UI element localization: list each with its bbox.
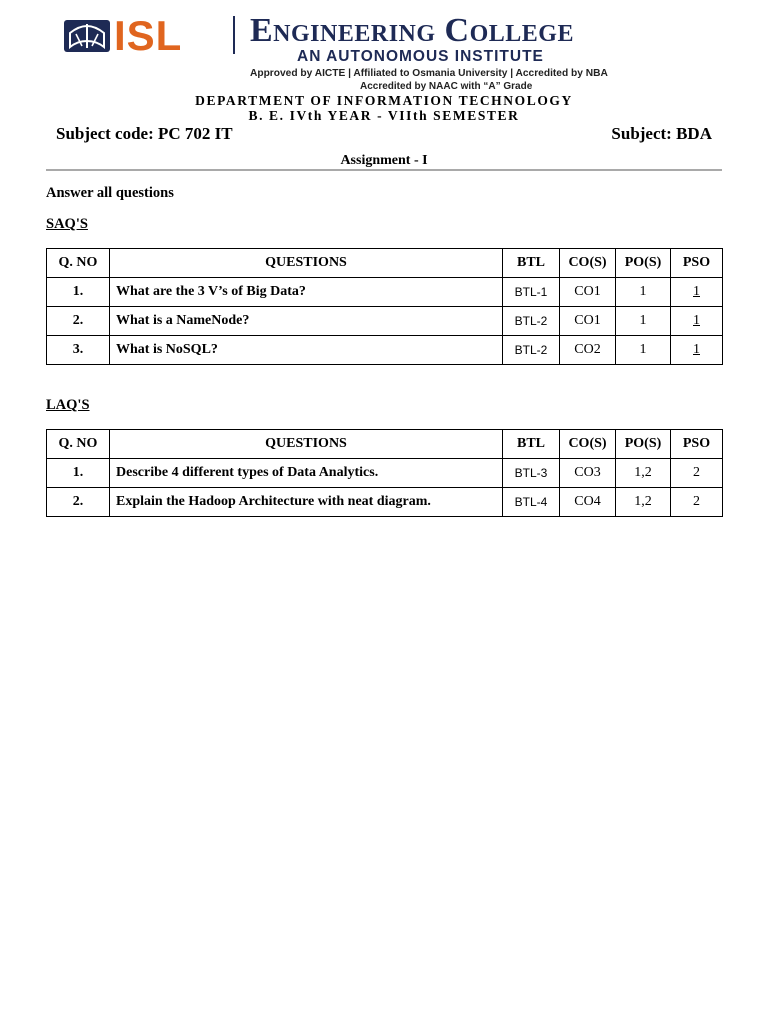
pso-cell: [671, 278, 723, 307]
column-header-qno: Q. NO: [47, 249, 110, 278]
pso-value: 2: [671, 459, 723, 488]
btl-level: BTL-2: [503, 307, 560, 336]
college-approval-line: Approved by AICTE | Affiliated to Osmania University | Accredited by NBA: [250, 68, 608, 79]
table-row: [47, 336, 723, 365]
subject-code: Subject code: PC 702 IT: [56, 124, 233, 143]
program-outcome: 1,2: [616, 459, 671, 488]
question-number: 2.: [47, 307, 110, 336]
column-header-questions: QUESTIONS: [110, 430, 503, 459]
header-divider: [46, 169, 722, 171]
column-header-pso: PSO: [671, 430, 723, 459]
btl-level: BTL-1: [503, 278, 560, 307]
pso-cell: [671, 307, 723, 336]
program-outcome: 1: [616, 307, 671, 336]
course-outcome: CO1: [560, 307, 616, 336]
program-outcome: 1,2: [616, 488, 671, 517]
laq-heading: LAQ'S: [46, 397, 90, 413]
pso-value: 2: [671, 488, 723, 517]
department-name: DEPARTMENT OF INFORMATION TECHNOLOGY: [195, 93, 573, 108]
question-number: 1.: [47, 278, 110, 307]
college-logo-text: ISL: [114, 12, 183, 59]
table-row: [47, 459, 723, 488]
saq-table: [46, 248, 723, 365]
question-text: What is NoSQL?: [110, 336, 503, 365]
column-header-pos: PO(S): [616, 430, 671, 459]
question-number: 1.: [47, 459, 110, 488]
pso-value: 1: [693, 342, 700, 357]
program-outcome: 1: [616, 336, 671, 365]
question-number: 3.: [47, 336, 110, 365]
college-emblem-icon: [64, 20, 110, 52]
course-outcome: CO3: [560, 459, 616, 488]
table-row: [47, 278, 723, 307]
btl-level: BTL-2: [503, 336, 560, 365]
course-outcome: CO2: [560, 336, 616, 365]
table-row: [47, 488, 723, 517]
question-text: Describe 4 different types of Data Analytics.: [110, 459, 503, 488]
question-text: Explain the Hadoop Architecture with neat diagram.: [110, 488, 503, 517]
college-name: Engineering College: [250, 12, 574, 49]
question-text: What is a NameNode?: [110, 307, 503, 336]
table-header-row: [47, 430, 723, 459]
year-semester: B. E. IVth YEAR - VIIth SEMESTER: [248, 108, 520, 123]
laq-table: [46, 429, 723, 517]
column-header-btl: BTL: [503, 430, 560, 459]
logo-divider: [233, 16, 235, 54]
assignment-title: Assignment - I: [340, 153, 428, 168]
question-text: What are the 3 V’s of Big Data?: [110, 278, 503, 307]
table-header-row: [47, 249, 723, 278]
question-number: 2.: [47, 488, 110, 517]
btl-level: BTL-4: [503, 488, 560, 517]
column-header-pos: PO(S): [616, 249, 671, 278]
column-header-pso: PSO: [671, 249, 723, 278]
college-subtitle: AN AUTONOMOUS INSTITUTE: [297, 48, 544, 65]
pso-value: 1: [693, 284, 700, 299]
course-outcome: CO4: [560, 488, 616, 517]
program-outcome: 1: [616, 278, 671, 307]
column-header-qno: Q. NO: [47, 430, 110, 459]
column-header-btl: BTL: [503, 249, 560, 278]
pso-cell: [671, 336, 723, 365]
instruction-text: Answer all questions: [46, 185, 174, 201]
column-header-questions: QUESTIONS: [110, 249, 503, 278]
saq-heading: SAQ'S: [46, 216, 88, 232]
pso-value: 1: [693, 313, 700, 328]
subject-name: Subject: BDA: [611, 124, 712, 143]
column-header-cos: CO(S): [560, 430, 616, 459]
btl-level: BTL-3: [503, 459, 560, 488]
table-row: [47, 307, 723, 336]
college-naac-line: Accredited by NAAC with “A” Grade: [360, 81, 533, 92]
column-header-cos: CO(S): [560, 249, 616, 278]
course-outcome: CO1: [560, 278, 616, 307]
